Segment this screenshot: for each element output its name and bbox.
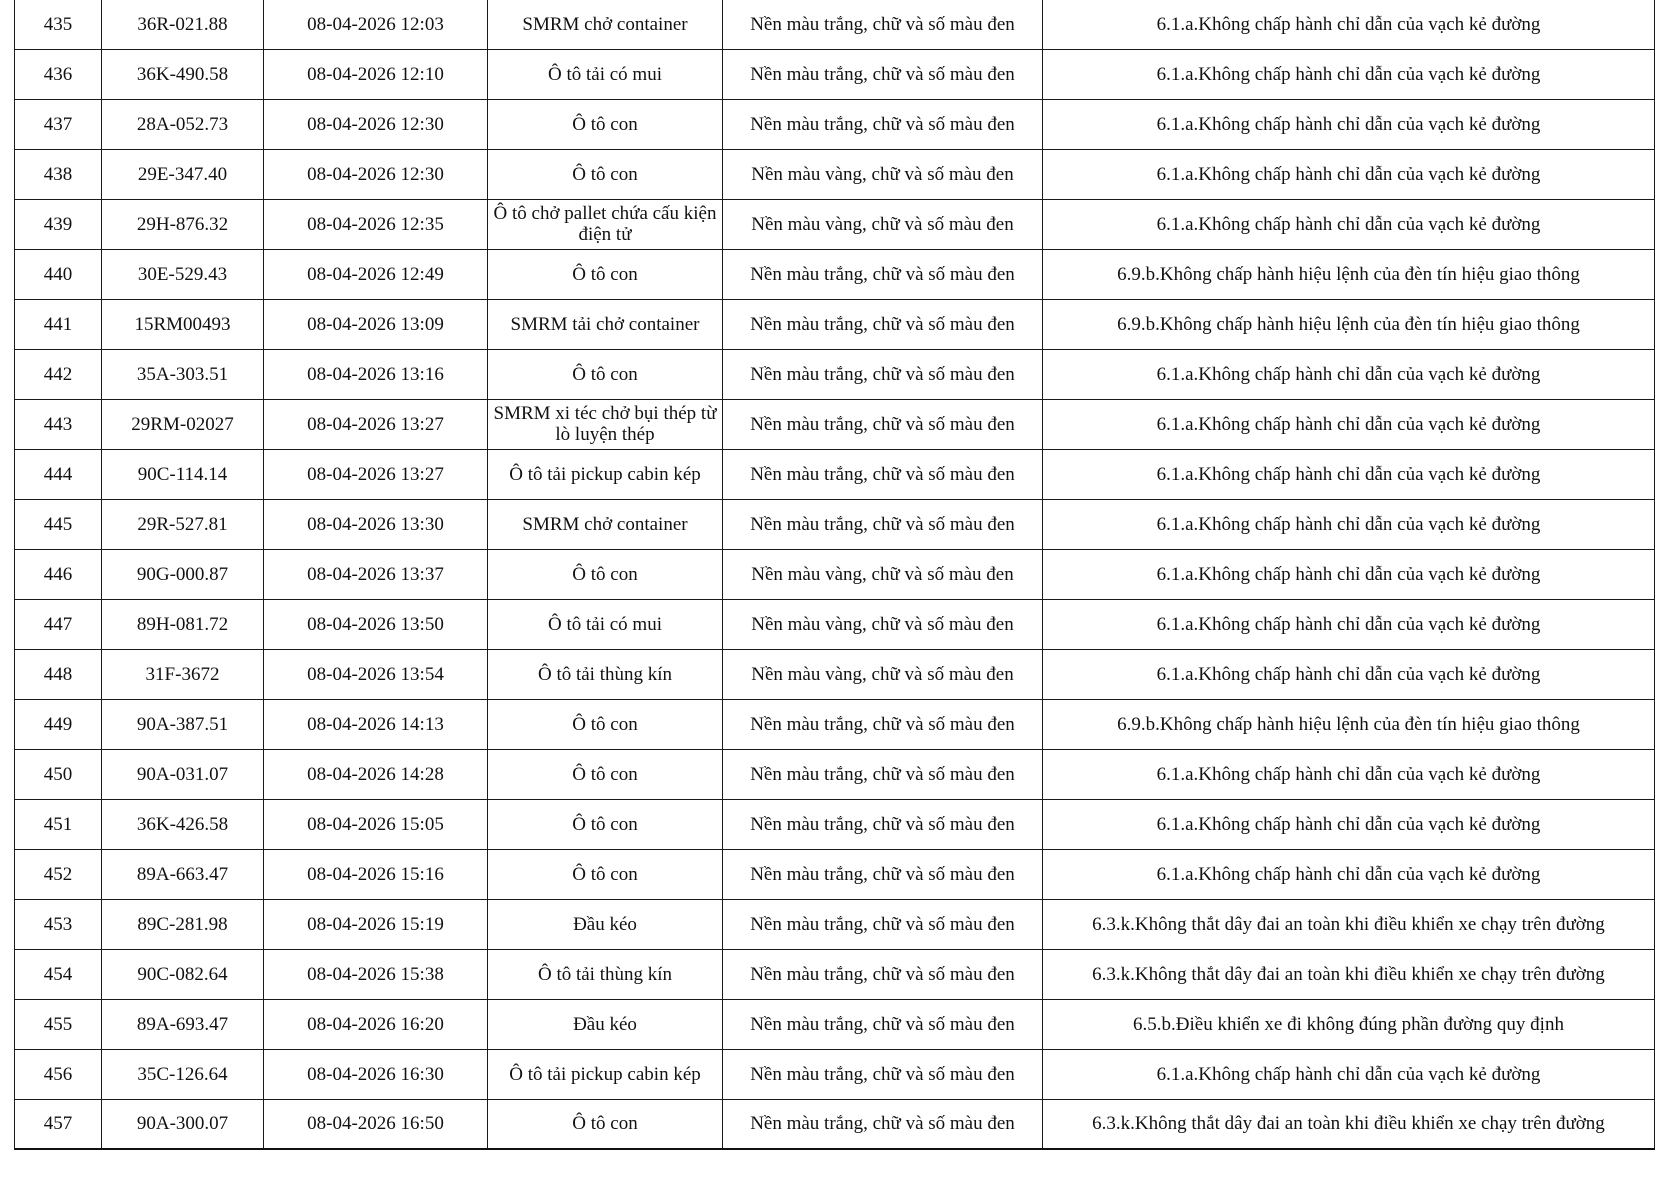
vehicle-type-cell: Ô tô chở pallet chứa cấu kiện điện tử xyxy=(488,199,723,249)
vehicle-type-cell: Ô tô tải có mui xyxy=(488,599,723,649)
license-plate-cell: 89C-281.98 xyxy=(102,899,264,949)
table-row xyxy=(15,349,1655,399)
row-number-cell: 446 xyxy=(15,549,102,599)
vehicle-type-cell: Ô tô con xyxy=(488,249,723,299)
plate-color-cell: Nền màu trắng, chữ và số màu đen xyxy=(723,999,1043,1049)
violation-description-cell: 6.1.a.Không chấp hành chỉ dẫn của vạch kẻ đường xyxy=(1043,0,1655,49)
row-number-cell: 451 xyxy=(15,799,102,849)
vehicle-type-cell: Ô tô tải pickup cabin kép xyxy=(488,449,723,499)
license-plate-cell: 90A-031.07 xyxy=(102,749,264,799)
license-plate-cell: 89H-081.72 xyxy=(102,599,264,649)
license-plate-cell: 90A-300.07 xyxy=(102,1099,264,1149)
license-plate-cell: 36R-021.88 xyxy=(102,0,264,49)
license-plate-cell: 90C-114.14 xyxy=(102,449,264,499)
violation-time-cell: 08-04-2026 13:37 xyxy=(264,549,488,599)
violation-description-cell: 6.1.a.Không chấp hành chỉ dẫn của vạch kẻ đường xyxy=(1043,199,1655,249)
table-row xyxy=(15,799,1655,849)
row-number-cell: 435 xyxy=(15,0,102,49)
vehicle-type-cell: Ô tô con xyxy=(488,349,723,399)
plate-color-cell: Nền màu trắng, chữ và số màu đen xyxy=(723,799,1043,849)
violation-description-cell: 6.1.a.Không chấp hành chỉ dẫn của vạch kẻ đường xyxy=(1043,399,1655,449)
violations-table-body xyxy=(15,0,1655,1149)
table-row xyxy=(15,99,1655,149)
row-number-cell: 447 xyxy=(15,599,102,649)
violation-description-cell: 6.3.k.Không thắt dây đai an toàn khi điều khiển xe chạy trên đường xyxy=(1043,1099,1655,1149)
violation-time-cell: 08-04-2026 12:10 xyxy=(264,49,488,99)
table-row xyxy=(15,0,1655,49)
row-number-cell: 453 xyxy=(15,899,102,949)
row-number-cell: 457 xyxy=(15,1099,102,1149)
violation-time-cell: 08-04-2026 16:30 xyxy=(264,1049,488,1099)
table-row xyxy=(15,499,1655,549)
violation-time-cell: 08-04-2026 13:16 xyxy=(264,349,488,399)
row-number-cell: 456 xyxy=(15,1049,102,1099)
plate-color-cell: Nền màu trắng, chữ và số màu đen xyxy=(723,849,1043,899)
row-number-cell: 449 xyxy=(15,699,102,749)
violation-time-cell: 08-04-2026 15:05 xyxy=(264,799,488,849)
table-row xyxy=(15,699,1655,749)
vehicle-type-cell: Ô tô con xyxy=(488,699,723,749)
violation-description-cell: 6.3.k.Không thắt dây đai an toàn khi điều khiển xe chạy trên đường xyxy=(1043,949,1655,999)
violation-description-cell: 6.1.a.Không chấp hành chỉ dẫn của vạch kẻ đường xyxy=(1043,799,1655,849)
violation-time-cell: 08-04-2026 12:49 xyxy=(264,249,488,299)
plate-color-cell: Nền màu trắng, chữ và số màu đen xyxy=(723,499,1043,549)
vehicle-type-cell: Ô tô con xyxy=(488,549,723,599)
violation-description-cell: 6.1.a.Không chấp hành chỉ dẫn của vạch kẻ đường xyxy=(1043,849,1655,899)
row-number-cell: 438 xyxy=(15,149,102,199)
row-number-cell: 455 xyxy=(15,999,102,1049)
license-plate-cell: 36K-426.58 xyxy=(102,799,264,849)
table-row xyxy=(15,549,1655,599)
row-number-cell: 452 xyxy=(15,849,102,899)
vehicle-type-cell: Ô tô con xyxy=(488,149,723,199)
row-number-cell: 440 xyxy=(15,249,102,299)
table-row xyxy=(15,149,1655,199)
violation-description-cell: 6.5.b.Điều khiển xe đi không đúng phần đường quy định xyxy=(1043,999,1655,1049)
row-number-cell: 448 xyxy=(15,649,102,699)
plate-color-cell: Nền màu trắng, chữ và số màu đen xyxy=(723,299,1043,349)
plate-color-cell: Nền màu trắng, chữ và số màu đen xyxy=(723,399,1043,449)
violation-time-cell: 08-04-2026 14:13 xyxy=(264,699,488,749)
violation-description-cell: 6.9.b.Không chấp hành hiệu lệnh của đèn tín hiệu giao thông xyxy=(1043,299,1655,349)
violation-description-cell: 6.1.a.Không chấp hành chỉ dẫn của vạch kẻ đường xyxy=(1043,349,1655,399)
license-plate-cell: 29RM-02027 xyxy=(102,399,264,449)
row-number-cell: 445 xyxy=(15,499,102,549)
row-number-cell: 454 xyxy=(15,949,102,999)
vehicle-type-cell: Ô tô tải pickup cabin kép xyxy=(488,1049,723,1099)
violation-time-cell: 08-04-2026 15:38 xyxy=(264,949,488,999)
plate-color-cell: Nền màu trắng, chữ và số màu đen xyxy=(723,349,1043,399)
plate-color-cell: Nền màu vàng, chữ và số màu đen xyxy=(723,599,1043,649)
plate-color-cell: Nền màu vàng, chữ và số màu đen xyxy=(723,649,1043,699)
license-plate-cell: 90G-000.87 xyxy=(102,549,264,599)
vehicle-type-cell: SMRM tải chở container xyxy=(488,299,723,349)
plate-color-cell: Nền màu trắng, chữ và số màu đen xyxy=(723,449,1043,499)
violation-time-cell: 08-04-2026 16:50 xyxy=(264,1099,488,1149)
license-plate-cell: 89A-663.47 xyxy=(102,849,264,899)
violation-description-cell: 6.1.a.Không chấp hành chỉ dẫn của vạch kẻ đường xyxy=(1043,649,1655,699)
table-row xyxy=(15,999,1655,1049)
table-row xyxy=(15,849,1655,899)
violation-description-cell: 6.1.a.Không chấp hành chỉ dẫn của vạch kẻ đường xyxy=(1043,449,1655,499)
row-number-cell: 436 xyxy=(15,49,102,99)
license-plate-cell: 35C-126.64 xyxy=(102,1049,264,1099)
license-plate-cell: 29E-347.40 xyxy=(102,149,264,199)
violation-description-cell: 6.1.a.Không chấp hành chỉ dẫn của vạch kẻ đường xyxy=(1043,749,1655,799)
license-plate-cell: 28A-052.73 xyxy=(102,99,264,149)
violation-description-cell: 6.1.a.Không chấp hành chỉ dẫn của vạch kẻ đường xyxy=(1043,549,1655,599)
violation-time-cell: 08-04-2026 13:27 xyxy=(264,449,488,499)
vehicle-type-cell: Đầu kéo xyxy=(488,999,723,1049)
violation-time-cell: 08-04-2026 13:09 xyxy=(264,299,488,349)
plate-color-cell: Nền màu trắng, chữ và số màu đen xyxy=(723,699,1043,749)
plate-color-cell: Nền màu trắng, chữ và số màu đen xyxy=(723,949,1043,999)
license-plate-cell: 89A-693.47 xyxy=(102,999,264,1049)
violation-description-cell: 6.1.a.Không chấp hành chỉ dẫn của vạch kẻ đường xyxy=(1043,99,1655,149)
table-row xyxy=(15,199,1655,249)
license-plate-cell: 29R-527.81 xyxy=(102,499,264,549)
vehicle-type-cell: Ô tô con xyxy=(488,849,723,899)
plate-color-cell: Nền màu trắng, chữ và số màu đen xyxy=(723,899,1043,949)
row-number-cell: 441 xyxy=(15,299,102,349)
license-plate-cell: 31F-3672 xyxy=(102,649,264,699)
plate-color-cell: Nền màu trắng, chữ và số màu đen xyxy=(723,0,1043,49)
violation-time-cell: 08-04-2026 15:16 xyxy=(264,849,488,899)
violation-time-cell: 08-04-2026 12:30 xyxy=(264,149,488,199)
violation-description-cell: 6.3.k.Không thắt dây đai an toàn khi điều khiển xe chạy trên đường xyxy=(1043,899,1655,949)
row-number-cell: 439 xyxy=(15,199,102,249)
vehicle-type-cell: Ô tô con xyxy=(488,799,723,849)
plate-color-cell: Nền màu trắng, chữ và số màu đen xyxy=(723,249,1043,299)
violation-description-cell: 6.1.a.Không chấp hành chỉ dẫn của vạch kẻ đường xyxy=(1043,1049,1655,1099)
violation-description-cell: 6.1.a.Không chấp hành chỉ dẫn của vạch kẻ đường xyxy=(1043,599,1655,649)
table-row xyxy=(15,49,1655,99)
plate-color-cell: Nền màu vàng, chữ và số màu đen xyxy=(723,149,1043,199)
table-row xyxy=(15,899,1655,949)
violation-description-cell: 6.1.a.Không chấp hành chỉ dẫn của vạch kẻ đường xyxy=(1043,149,1655,199)
plate-color-cell: Nền màu trắng, chữ và số màu đen xyxy=(723,99,1043,149)
violation-description-cell: 6.1.a.Không chấp hành chỉ dẫn của vạch kẻ đường xyxy=(1043,49,1655,99)
plate-color-cell: Nền màu trắng, chữ và số màu đen xyxy=(723,749,1043,799)
violation-time-cell: 08-04-2026 13:27 xyxy=(264,399,488,449)
vehicle-type-cell: Ô tô con xyxy=(488,99,723,149)
vehicle-type-cell: Ô tô tải có mui xyxy=(488,49,723,99)
license-plate-cell: 29H-876.32 xyxy=(102,199,264,249)
table-row xyxy=(15,299,1655,349)
vehicle-type-cell: Ô tô con xyxy=(488,749,723,799)
violation-description-cell: 6.9.b.Không chấp hành hiệu lệnh của đèn tín hiệu giao thông xyxy=(1043,249,1655,299)
license-plate-cell: 36K-490.58 xyxy=(102,49,264,99)
violation-time-cell: 08-04-2026 12:30 xyxy=(264,99,488,149)
row-number-cell: 442 xyxy=(15,349,102,399)
table-row xyxy=(15,1049,1655,1099)
plate-color-cell: Nền màu vàng, chữ và số màu đen xyxy=(723,199,1043,249)
vehicle-type-cell: SMRM xi téc chở bụi thép từ lò luyện thép xyxy=(488,399,723,449)
row-number-cell: 444 xyxy=(15,449,102,499)
violation-description-cell: 6.9.b.Không chấp hành hiệu lệnh của đèn tín hiệu giao thông xyxy=(1043,699,1655,749)
plate-color-cell: Nền màu trắng, chữ và số màu đen xyxy=(723,1099,1043,1149)
violation-description-cell: 6.1.a.Không chấp hành chỉ dẫn của vạch kẻ đường xyxy=(1043,499,1655,549)
violation-time-cell: 08-04-2026 12:03 xyxy=(264,0,488,49)
violation-time-cell: 08-04-2026 12:35 xyxy=(264,199,488,249)
license-plate-cell: 90A-387.51 xyxy=(102,699,264,749)
license-plate-cell: 90C-082.64 xyxy=(102,949,264,999)
violation-time-cell: 08-04-2026 13:30 xyxy=(264,499,488,549)
table-row xyxy=(15,599,1655,649)
table-row xyxy=(15,749,1655,799)
violations-table xyxy=(14,0,1655,1150)
vehicle-type-cell: SMRM chở container xyxy=(488,0,723,49)
license-plate-cell: 15RM00493 xyxy=(102,299,264,349)
table-row xyxy=(15,649,1655,699)
violations-document xyxy=(14,0,1655,1150)
vehicle-type-cell: SMRM chở container xyxy=(488,499,723,549)
row-number-cell: 450 xyxy=(15,749,102,799)
vehicle-type-cell: Ô tô tải thùng kín xyxy=(488,649,723,699)
table-row xyxy=(15,1099,1655,1149)
table-row xyxy=(15,949,1655,999)
violation-time-cell: 08-04-2026 15:19 xyxy=(264,899,488,949)
violation-time-cell: 08-04-2026 13:50 xyxy=(264,599,488,649)
vehicle-type-cell: Ô tô con xyxy=(488,1099,723,1149)
table-row xyxy=(15,249,1655,299)
license-plate-cell: 35A-303.51 xyxy=(102,349,264,399)
violation-time-cell: 08-04-2026 16:20 xyxy=(264,999,488,1049)
vehicle-type-cell: Đầu kéo xyxy=(488,899,723,949)
license-plate-cell: 30E-529.43 xyxy=(102,249,264,299)
violation-time-cell: 08-04-2026 14:28 xyxy=(264,749,488,799)
vehicle-type-cell: Ô tô tải thùng kín xyxy=(488,949,723,999)
row-number-cell: 437 xyxy=(15,99,102,149)
table-row xyxy=(15,449,1655,499)
row-number-cell: 443 xyxy=(15,399,102,449)
plate-color-cell: Nền màu vàng, chữ và số màu đen xyxy=(723,549,1043,599)
table-row xyxy=(15,399,1655,449)
plate-color-cell: Nền màu trắng, chữ và số màu đen xyxy=(723,49,1043,99)
plate-color-cell: Nền màu trắng, chữ và số màu đen xyxy=(723,1049,1043,1099)
violation-time-cell: 08-04-2026 13:54 xyxy=(264,649,488,699)
